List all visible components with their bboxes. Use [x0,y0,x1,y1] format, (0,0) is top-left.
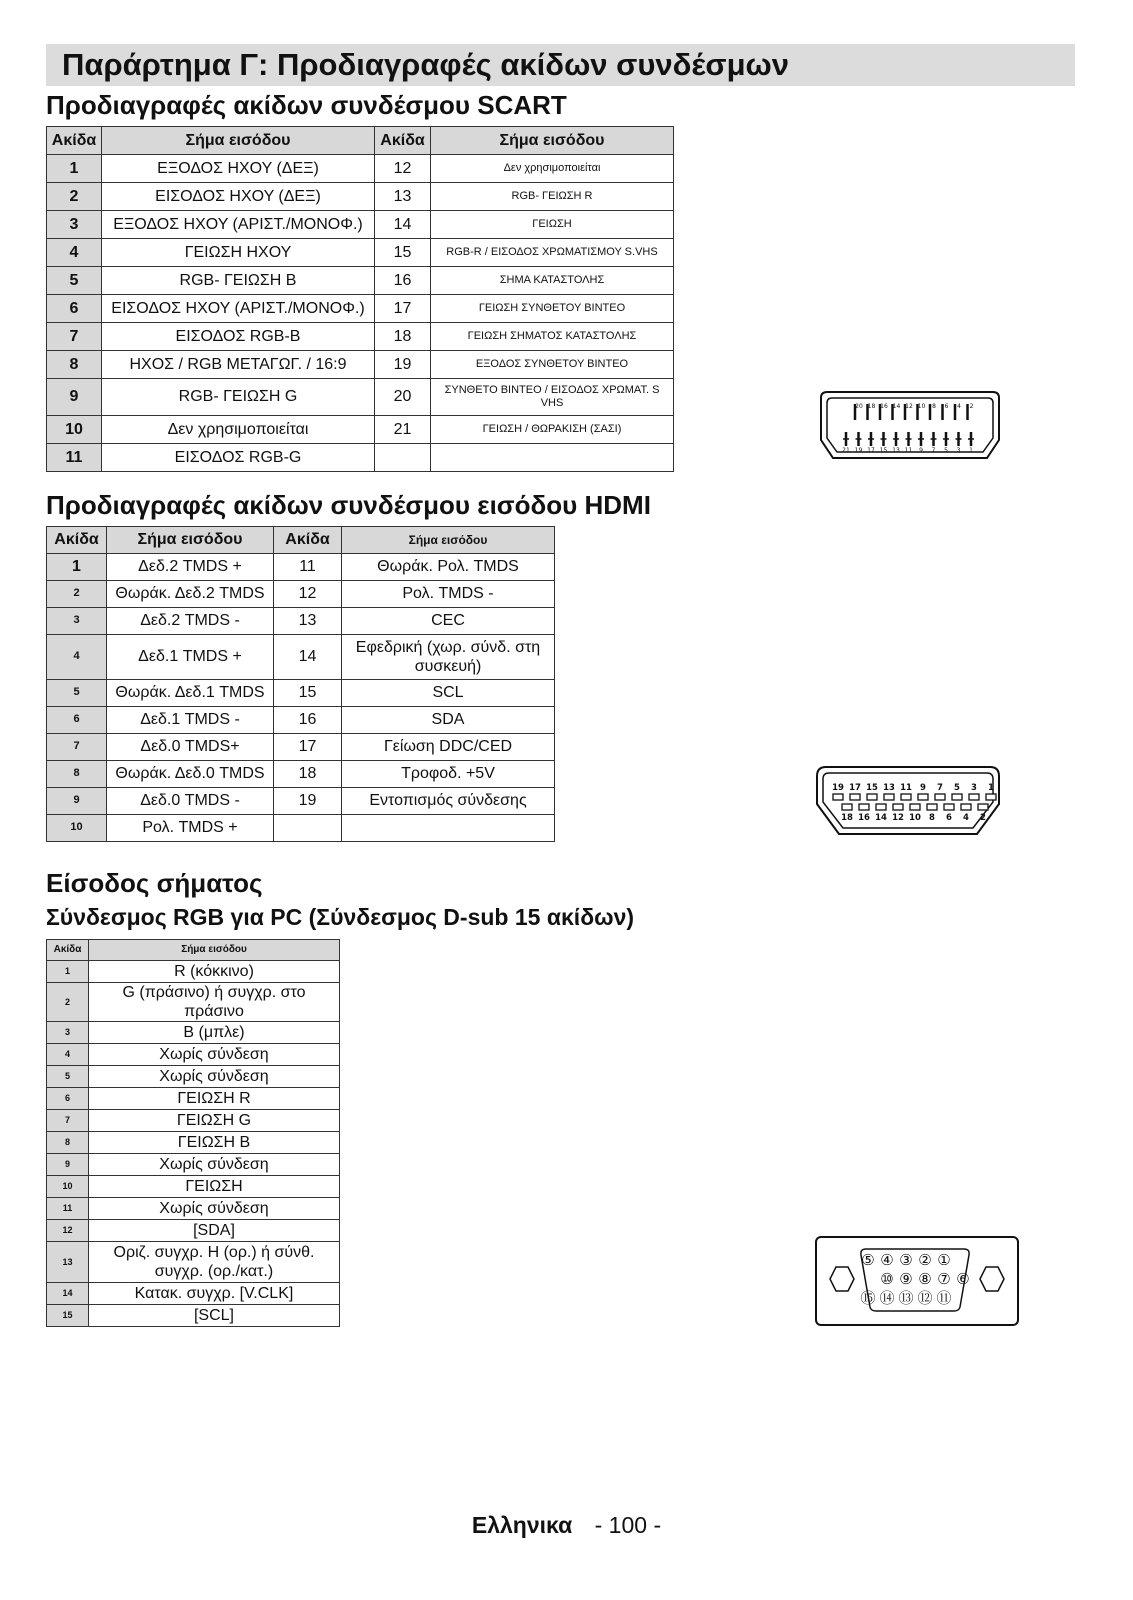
scart-pin-label: 11 [904,447,913,454]
scart-pin-cell: 17 [375,295,431,323]
hdmi-table-row [47,707,555,734]
hdmi-signal-cell: Τροφοδ. +5V [342,761,555,788]
dsub-pin-cell: 12 [47,1220,89,1242]
dsub-pin-label: ⑨ [899,1270,913,1288]
hdmi-pin-label: 1 [988,783,994,793]
hdmi-pin-cell: 16 [274,707,342,734]
scart-connector-diagram [817,388,1003,462]
dsub-pin-label: ① [937,1251,951,1269]
scart-pin-label: 6 [944,403,949,410]
hdmi-signal-cell: Δεδ.0 TMDS+ [107,734,274,761]
hdmi-signal-cell: Δεδ.1 TMDS + [107,635,274,680]
hdmi-pin-cell: 11 [274,554,342,581]
scart-pin-cell: 3 [47,211,102,239]
scart-signal-cell: RGB- ΓΕΙΩΣΗ B [102,267,375,295]
footer-page-number: - 100 - [594,1512,662,1538]
scart-pin-cell: 19 [375,351,431,379]
scart-pin-cell: 14 [375,211,431,239]
dsub-pin-cell: 3 [47,1022,89,1044]
dsub-table-row [47,1132,340,1154]
scart-pin-cell: 11 [47,444,102,472]
scart-signal-cell: ΓΕΙΩΣΗ ΣΗΜΑΤΟΣ ΚΑΤΑΣΤΟΛΗΣ [431,323,674,351]
hdmi-signal-cell: Θωράκ. Δεδ.2 TMDS [107,581,274,608]
hdmi-signal-cell: Ρολ. TMDS + [107,815,274,842]
scart-header-row [47,127,674,155]
hdmi-pin-cell: 12 [274,581,342,608]
scart-signal-cell: ΓΕΙΩΣΗ ΗΧΟΥ [102,239,375,267]
dsub-col-pin: Ακίδα [47,940,89,961]
scart-table-row [47,239,674,267]
scart-pin-cell: 13 [375,183,431,211]
scart-pin-cell: 8 [47,351,102,379]
scart-signal-cell: ΣΥΝΘΕΤΟ ΒΙΝΤΕΟ / ΕΙΣΟΔΟΣ ΧΡΩΜΑΤ. S VHS [431,379,674,416]
dsub-signal-cell: Κατακ. συγχρ. [V.CLK] [89,1283,340,1305]
hdmi-pin-label: 4 [963,813,969,823]
dsub-pin-cell: 6 [47,1088,89,1110]
hdmi-signal-cell: SCL [342,680,555,707]
dsub-signal-cell: Χωρίς σύνδεση [89,1154,340,1176]
scart-pin-cell: 5 [47,267,102,295]
hdmi-signal-cell: Εφεδρική (χωρ. σύνδ. στη συσκευή) [342,635,555,680]
scart-pin-cell: 4 [47,239,102,267]
scart-signal-cell [431,444,674,472]
scart-table-row [47,295,674,323]
hdmi-pin-cell [274,815,342,842]
dsub-col-signal: Σήμα εισόδου [89,940,340,961]
dsub-table-row [47,961,340,983]
scart-pin-label: 4 [957,403,961,410]
scart-pin-label: 9 [919,447,923,454]
hdmi-pin-label: 19 [832,783,844,793]
hdmi-signal-cell: Γείωση DDC/CED [342,734,555,761]
scart-pin-label: 19 [854,447,863,454]
scart-pin-cell: 16 [375,267,431,295]
dsub-table-row [47,1283,340,1305]
scart-signal-cell: ΕΙΣΟΔΟΣ RGB-B [102,323,375,351]
dsub-pin-cell: 9 [47,1154,89,1176]
dsub-pin-cell: 8 [47,1132,89,1154]
hdmi-pin-icon [910,804,920,810]
scart-pin-label: 15 [879,447,888,454]
dsub-pin-cell: 1 [47,961,89,983]
dsub-pin-cell: 15 [47,1305,89,1327]
scart-heading: Προδιαγραφές ακίδων συνδέσμου SCART [46,90,567,120]
scart-pin-label: 12 [905,403,913,410]
hdmi-signal-cell: Δεδ.2 TMDS + [107,554,274,581]
scart-signal-cell: ΓΕΙΩΣΗ ΣΥΝΘΕΤΟΥ ΒΙΝΤΕΟ [431,295,674,323]
hdmi-signal-cell [342,815,555,842]
hdmi-pin-icon [876,804,886,810]
dsub-table-row [47,983,340,1022]
hdmi-pin-icon [969,794,979,800]
scart-pin-label: 7 [931,447,936,454]
scart-signal-cell: ΣΗΜΑ ΚΑΤΑΣΤΟΛΗΣ [431,267,674,295]
hdmi-pin-cell: 17 [274,734,342,761]
dsub-pin-label: ④ [880,1251,894,1269]
hdmi-heading: Προδιαγραφές ακίδων συνδέσμου εισόδου HDMI [46,490,651,520]
hdmi-signal-cell: CEC [342,608,555,635]
scart-pin-cell: 10 [47,416,102,444]
dsub-table-row [47,1220,340,1242]
dsub-pin-label: ⑭ [879,1289,895,1307]
hdmi-signal-cell: Δεδ.1 TMDS - [107,707,274,734]
scart-pin-cell: 15 [375,239,431,267]
hdmi-connector-diagram [814,764,1002,838]
dsub-table-row [47,1044,340,1066]
scart-table-row [47,379,674,416]
scart-col-pin: Ακίδα [375,127,431,155]
hdmi-table-row [47,761,555,788]
hdmi-col-signal: Σήμα εισόδου [342,527,555,554]
dsub-signal-cell: G (πράσινο) ή συγχρ. στο πράσινο [89,983,340,1022]
hdmi-col-pin: Ακίδα [274,527,342,554]
scart-table [46,126,674,472]
dsub-pin-label: ② [918,1251,932,1269]
dsub-signal-cell: Χωρίς σύνδεση [89,1044,340,1066]
hdmi-pin-label: 18 [841,813,853,823]
dsub-table [46,939,340,1327]
dsub-signal-cell: Χωρίς σύνδεση [89,1198,340,1220]
hdmi-signal-cell: Εντοπισμός σύνδεσης [342,788,555,815]
scart-table-row [47,183,674,211]
dsub-pin-label: ⑮ [860,1289,876,1307]
dsub-connector-diagram [814,1235,1020,1327]
scart-signal-cell: ΗΧΟΣ / RGB ΜΕΤΑΓΩΓ. / 16:9 [102,351,375,379]
hdmi-table-row [47,734,555,761]
footer-language: Ελληνικα [471,1512,573,1538]
dsub-table-row [47,1110,340,1132]
hdmi-pin-cell: 9 [47,788,107,815]
hdmi-pin-cell: 18 [274,761,342,788]
dsub-signal-cell: ΓΕΙΩΣΗ B [89,1132,340,1154]
hdmi-pin-label: 14 [875,813,887,823]
dsub-table-row [47,1154,340,1176]
dsub-heading: Σύνδεσμος RGB για PC (Σύνδεσμος D-sub 15 ακίδων) [46,904,635,930]
scart-pin-cell: 6 [47,295,102,323]
hdmi-pin-cell: 2 [47,581,107,608]
dsub-signal-cell: [SCL] [89,1305,340,1327]
dsub-pin-cell: 5 [47,1066,89,1088]
scart-pin-label: 2 [969,403,974,410]
hdmi-pin-icon [978,804,988,810]
hdmi-pin-label: 11 [900,783,912,793]
scart-signal-cell: ΕΞΟΔΟΣ ΗΧΟΥ (ΑΡΙΣΤ./ΜΟΝΟΦ.) [102,211,375,239]
scart-pin-label: 17 [867,447,875,454]
scart-pin-label: 3 [956,447,961,454]
scart-pin-label: 8 [932,403,936,410]
hdmi-table-row [47,815,555,842]
scart-pin-label: 20 [855,403,863,410]
hdmi-signal-cell: SDA [342,707,555,734]
hdmi-pin-icon [901,794,911,800]
scart-table-row [47,267,674,295]
scart-signal-cell: ΕΙΣΟΔΟΣ ΗΧΟΥ (ΑΡΙΣΤ./ΜΟΝΟΦ.) [102,295,375,323]
scart-pin-cell: 1 [47,155,102,183]
dsub-header-row [47,940,340,961]
scart-table-row [47,211,674,239]
scart-pin-cell: 7 [47,323,102,351]
dsub-signal-cell: ΓΕΙΩΣΗ [89,1176,340,1198]
hdmi-pin-cell: 1 [47,554,107,581]
hdmi-pin-label: 3 [971,783,977,793]
scart-pin-cell: 9 [47,379,102,416]
hdmi-table-row [47,608,555,635]
hdmi-pin-label: 7 [937,783,943,793]
hdmi-pin-cell: 14 [274,635,342,680]
dsub-pin-cell: 7 [47,1110,89,1132]
scart-signal-cell: ΕΞΟΔΟΣ ΣΥΝΘΕΤΟΥ ΒΙΝΤΕΟ [431,351,674,379]
dsub-pin-label: ⑬ [898,1289,914,1307]
scart-table-row [47,444,674,472]
dsub-table-row [47,1242,340,1283]
scart-pin-cell: 20 [375,379,431,416]
hdmi-pin-label: 9 [920,783,926,793]
hdmi-pin-icon [927,804,937,810]
scart-table-row [47,323,674,351]
dsub-pin-cell: 11 [47,1198,89,1220]
dsub-signal-cell: [SDA] [89,1220,340,1242]
hdmi-pin-icon [935,794,945,800]
dsub-pin-label: ⑩ [880,1270,894,1288]
hdmi-signal-cell: Θωράκ. Δεδ.1 TMDS [107,680,274,707]
dsub-signal-cell: Οριζ. συγχρ. H (ορ.) ή σύνθ. συγχρ. (ορ./κατ.) [89,1242,340,1283]
hdmi-pin-label: 2 [980,813,986,823]
scart-table-row [47,351,674,379]
hdmi-pin-cell: 19 [274,788,342,815]
scart-pin-cell: 2 [47,183,102,211]
dsub-signal-cell: B (μπλε) [89,1022,340,1044]
hdmi-pin-cell: 8 [47,761,107,788]
signal-input-heading: Είσοδος σήματος [46,868,263,898]
hdmi-pin-icon [952,794,962,800]
dsub-table-row [47,1176,340,1198]
hdmi-pin-cell: 7 [47,734,107,761]
dsub-table-row [47,1088,340,1110]
dsub-table-row [47,1198,340,1220]
hdmi-signal-cell: Ρολ. TMDS - [342,581,555,608]
dsub-table-row [47,1305,340,1327]
dsub-pin-cell: 4 [47,1044,89,1066]
scart-pin-label: 13 [892,447,900,454]
dsub-pin-label: ⑤ [861,1251,875,1269]
scart-signal-cell: ΕΞΟΔΟΣ ΗΧΟΥ (ΔΕΞ) [102,155,375,183]
hdmi-pin-icon [833,794,843,800]
dsub-table-row [47,1066,340,1088]
hdmi-table-row [47,635,555,680]
hdmi-signal-cell: Θωράκ. Ρολ. TMDS [342,554,555,581]
scart-pin-cell: 18 [375,323,431,351]
scart-pin-label: 21 [842,447,850,454]
hdmi-pin-icon [944,804,954,810]
hdmi-col-pin: Ακίδα [47,527,107,554]
scart-pin-label: 5 [944,447,948,454]
hdmi-table-row [47,581,555,608]
scart-signal-cell: ΓΕΙΩΣΗ [431,211,674,239]
hdmi-pin-label: 10 [909,813,921,823]
scart-pin-label: 18 [867,403,876,410]
hdmi-pin-cell: 15 [274,680,342,707]
page-title: Παράρτημα Γ: Προδιαγραφές ακίδων συνδέσμων [62,47,789,82]
hdmi-pin-icon [884,794,894,800]
footer [0,1512,1133,1539]
hdmi-pin-cell: 3 [47,608,107,635]
scart-signal-cell: ΓΕΙΩΣΗ / ΘΩΡΑΚΙΣΗ (ΣΑΣΙ) [431,416,674,444]
hdmi-pin-icon [842,804,852,810]
scart-table-row [47,416,674,444]
scart-signal-cell: RGB-R / ΕΙΣΟΔΟΣ ΧΡΩΜΑΤΙΣΜΟΥ S.VHS [431,239,674,267]
hdmi-pin-icon [850,794,860,800]
hdmi-table [46,526,555,842]
hdmi-pin-label: 17 [849,783,861,793]
dsub-pin-label: ⑪ [936,1289,952,1307]
dsub-signal-cell: Χωρίς σύνδεση [89,1066,340,1088]
title-banner [46,44,1075,86]
dsub-table-row [47,1022,340,1044]
hdmi-table-row [47,554,555,581]
scart-col-pin: Ακίδα [47,127,102,155]
scart-signal-cell: RGB- ΓΕΙΩΣΗ G [102,379,375,416]
hdmi-pin-cell: 6 [47,707,107,734]
hdmi-pin-icon [918,794,928,800]
hdmi-signal-cell: Δεδ.2 TMDS - [107,608,274,635]
hdmi-pin-label: 8 [929,813,935,823]
hdmi-pin-label: 13 [883,783,895,793]
dsub-pin-label: ⑫ [917,1289,933,1307]
hdmi-pin-label: 6 [946,813,952,823]
dsub-pin-label: ③ [899,1251,913,1269]
hdmi-pin-cell: 10 [47,815,107,842]
hdmi-signal-cell: Θωράκ. Δεδ.0 TMDS [107,761,274,788]
dsub-pin-cell: 14 [47,1283,89,1305]
dsub-pin-label: ⑧ [918,1270,932,1288]
hdmi-pin-label: 16 [858,813,870,823]
scart-signal-cell: ΕΙΣΟΔΟΣ ΗΧΟΥ (ΔΕΞ) [102,183,375,211]
scart-pin-cell [375,444,431,472]
scart-col-signal: Σήμα εισόδου [431,127,674,155]
hdmi-pin-icon [893,804,903,810]
hdmi-table-row [47,788,555,815]
dsub-signal-cell: ΓΕΙΩΣΗ R [89,1088,340,1110]
dsub-pin-cell: 13 [47,1242,89,1283]
hdmi-pin-icon [986,794,996,800]
scart-pin-label: 14 [892,403,901,410]
hdmi-signal-cell: Δεδ.0 TMDS - [107,788,274,815]
hdmi-header-row [47,527,555,554]
hdmi-pin-label: 5 [954,783,960,793]
dsub-pin-cell: 2 [47,983,89,1022]
scart-pin-label: 16 [880,403,888,410]
scart-signal-cell: ΕΙΣΟΔΟΣ RGB-G [102,444,375,472]
scart-signal-cell: Δεν χρησιμοποιείται [102,416,375,444]
hdmi-pin-icon [859,804,869,810]
dsub-pin-label: ⑥ [956,1270,970,1288]
hdmi-pin-cell: 4 [47,635,107,680]
dsub-signal-cell: R (κόκκινο) [89,961,340,983]
hdmi-pin-label: 15 [866,783,878,793]
scart-pin-label: 1 [969,447,973,454]
hdmi-pin-icon [961,804,971,810]
scart-pin-cell: 21 [375,416,431,444]
scart-signal-cell: Δεν χρησιμοποιείται [431,155,674,183]
hdmi-pin-label: 12 [892,813,904,823]
scart-signal-cell: RGB- ΓΕΙΩΣΗ R [431,183,674,211]
hdmi-col-signal: Σήμα εισόδου [107,527,274,554]
scart-table-row [47,155,674,183]
hdmi-pin-icon [867,794,877,800]
hdmi-pin-cell: 13 [274,608,342,635]
scart-col-signal: Σήμα εισόδου [102,127,375,155]
dsub-pin-cell: 10 [47,1176,89,1198]
hdmi-table-row [47,680,555,707]
hdmi-pin-cell: 5 [47,680,107,707]
scart-pin-label: 10 [917,403,926,410]
scart-pin-cell: 12 [375,155,431,183]
dsub-pin-label: ⑦ [937,1270,951,1288]
dsub-signal-cell: ΓΕΙΩΣΗ G [89,1110,340,1132]
